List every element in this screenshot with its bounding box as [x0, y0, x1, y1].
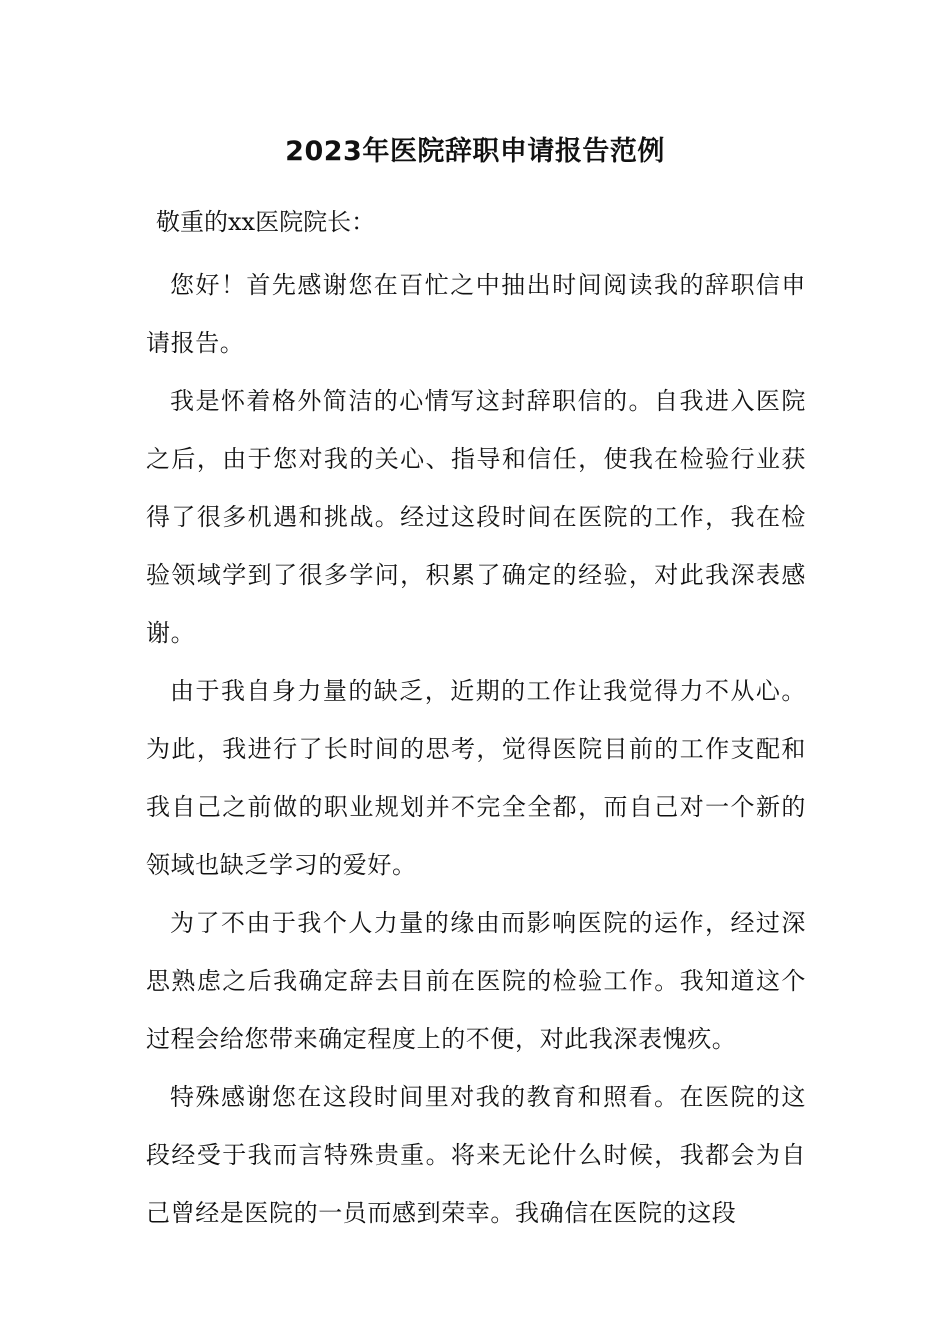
paragraph-gratitude: 我是怀着格外简洁的心情写这封辞职信的。自我进入医院之后，由于您对我的关心、指导和信任，使我在检验行业获得了很多机遇和挑战。经过这段时间在医院的工作，我在检验领域学到了很多学问，积累了确定的经验，对此我深表感谢。: [146, 387, 806, 647]
paragraph-decision: 为了不由于我个人力量的缘由而影响医院的运作，经过深思熟虑之后我确定辞去目前在医院的检验工作。我知道这个过程会给您带来确定程度上的不便，对此我深表愧疚。: [146, 909, 806, 1053]
salutation: 敬重的xx医院院长：: [156, 208, 376, 236]
document-title: 2023年医院辞职申请报告范例: [285, 136, 665, 167]
paragraph-reason: 由于我自身力量的缺乏，近期的工作让我觉得力不从心。为此，我进行了长时间的思考，觉得医院目前的工作支配和我自己之前做的职业规划并不完全全都，而自己对一个新的领域也缺乏学习的爱好。: [146, 677, 806, 879]
letter-body: [146, 256, 806, 1242]
paragraph-thanks: 特殊感谢您在这段时间里对我的教育和照看。在医院的这段经受于我而言特殊贵重。将来无论什么时候，我都会为自己曾经是医院的一员而感到荣幸。我确信在医院的这段: [146, 1083, 806, 1227]
paragraph-greeting: 您好！首先感谢您在百忙之中抽出时间阅读我的辞职信申请报告。: [146, 271, 806, 357]
